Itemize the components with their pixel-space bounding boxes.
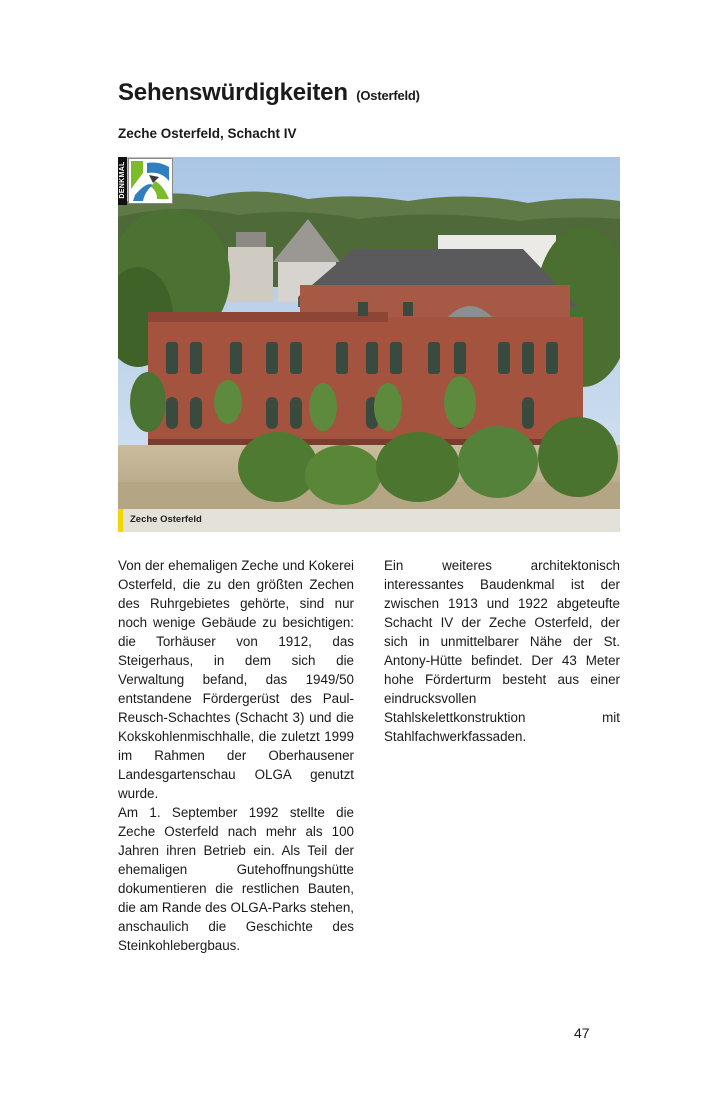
text-column-left — [118, 556, 354, 955]
section-heading: Zeche Osterfeld, Schacht IV — [118, 126, 297, 141]
photo-caption: Zeche Osterfeld — [130, 514, 202, 525]
paragraph: Ein weiteres architektonisch interessantes Baudenkmal ist der zwischen 1913 und 1922 abgeteufte Schacht IV der Zeche Osterfeld, der sich in unmittelbarer Nähe der St. Antony-Hütte befindet. Der 43 Meter hohe Förderturm besteht aus einer eindrucksvollen Stahlskelettkonstruktion mit Stahlfachwerkfassaden. — [384, 558, 620, 744]
badge-strip — [118, 157, 127, 205]
page-title-main: Sehenswürdigkeiten — [118, 79, 348, 106]
monument-logo-icon — [128, 158, 173, 204]
caption-accent — [118, 509, 123, 532]
paragraph: Am 1. September 1992 stellte die Zeche Osterfeld nach mehr als 100 Jahren ihren Betrieb ein. Als Teil der ehemaligen Gutehoffnungshütte dokumentieren die restlichen Bauten, die am Rande des OLGA-Parks stehen, anschaulich die Geschichte des Steinkohlebergbaus. — [118, 805, 354, 953]
page-number: 47 — [574, 1025, 590, 1041]
photo-illustration — [118, 157, 620, 532]
page-title — [118, 79, 420, 107]
paragraph: Von der ehemaligen Zeche und Kokerei Osterfeld, die zu den größten Zechen des Ruhrgebietes gehörte, sind nur noch wenige Gebäude zu besichtigen: die Torhäuser von 1912, das Steigerhaus, in dem sich die Verwaltung befand, das 1949/50 entstandene Fördergerüst des Paul-Reusch-Schachtes (Schacht 3) und die Kokskohlenmischhalle, die zuletzt 1999 im Rahmen der Oberhausener Landesgartenschau OLGA genutzt wurde. — [118, 558, 354, 801]
monument-badge — [118, 157, 174, 205]
photo-caption-bar — [118, 509, 620, 532]
page-title-suffix: (Osterfeld) — [356, 88, 420, 103]
text-column-right — [384, 556, 620, 746]
building-photo — [118, 157, 620, 532]
badge-label: DENKMAL — [119, 161, 126, 199]
